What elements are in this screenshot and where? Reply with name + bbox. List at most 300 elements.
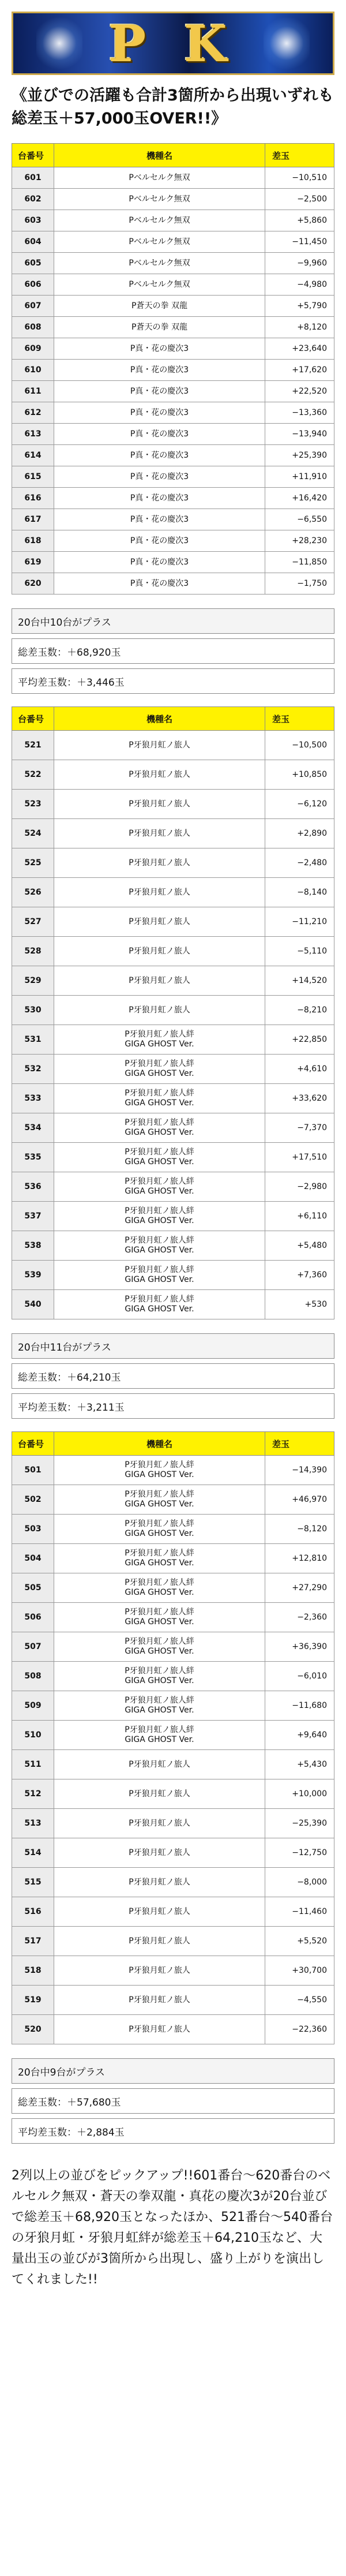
machine-name: [54, 1084, 265, 1113]
table-row: [12, 1055, 334, 1084]
ball-difference: −25,390: [265, 1809, 334, 1838]
summary-average: 平均差玉数：＋2,884玉: [12, 2119, 334, 2144]
machine-name-version: GIGA GHOST Ver.: [125, 1216, 194, 1225]
machine-name: [54, 1202, 265, 1231]
ball-difference: +17,510: [265, 1143, 334, 1172]
machine-name-version: GIGA GHOST Ver.: [125, 1275, 194, 1284]
table-row: [12, 996, 334, 1025]
table-row: [12, 402, 334, 424]
table-row: [12, 1779, 334, 1809]
machine-name: [54, 937, 265, 966]
ball-difference: +5,430: [265, 1750, 334, 1779]
ball-difference: −11,680: [265, 1691, 334, 1721]
summary-501-520: [12, 2058, 334, 2144]
machine-name-line: P真・花の慶次3: [130, 407, 189, 417]
machine-name: [54, 381, 265, 402]
table-row: [12, 296, 334, 317]
summary-601-620: [12, 608, 334, 694]
machine-name: [54, 1025, 265, 1055]
table-row: [12, 381, 334, 402]
machine-name: [54, 274, 265, 296]
machine-name: [54, 760, 265, 790]
machine-name: [54, 1779, 265, 1809]
machine-name-line: P牙狼月虹ノ旅人: [129, 769, 190, 779]
machine-number: 511: [12, 1750, 54, 1779]
machine-name-line: P牙狼月虹ノ旅人: [129, 1818, 190, 1828]
machine-name: [54, 1290, 265, 1319]
table-row: [12, 509, 334, 530]
results-table-521-540: [12, 706, 334, 1319]
machine-name-line: P牙狼月虹ノ旅人: [129, 2024, 190, 2034]
ball-difference: +530: [265, 1290, 334, 1319]
ball-difference: −10,500: [265, 731, 334, 760]
table-row: [12, 848, 334, 878]
table-header-row: [12, 144, 334, 167]
machine-name-line: P牙狼月虹ノ旅人絆: [125, 1578, 194, 1587]
machine-name: [54, 1456, 265, 1485]
header-difference: 差玉: [265, 707, 334, 731]
ball-difference: +2,890: [265, 819, 334, 848]
machine-name: [54, 488, 265, 509]
machine-name-line: P牙狼月虹ノ旅人: [129, 917, 190, 926]
table-row: [12, 573, 334, 595]
machine-number: 533: [12, 1084, 54, 1113]
table-row: [12, 1986, 334, 2015]
summary-plus-count: 20台中9台がプラス: [12, 2059, 334, 2084]
machine-number: 601: [12, 167, 54, 189]
summary-average: 平均差玉数：＋3,211玉: [12, 1394, 334, 1419]
machine-name-version: GIGA GHOST Ver.: [125, 1588, 194, 1597]
machine-number: 501: [12, 1456, 54, 1485]
machine-number: 602: [12, 189, 54, 210]
table-row: [12, 274, 334, 296]
machine-name-version: GIGA GHOST Ver.: [125, 1098, 194, 1108]
ball-difference: +16,420: [265, 488, 334, 509]
machine-name: [54, 1055, 265, 1084]
ball-difference: +12,810: [265, 1544, 334, 1573]
table-row: [12, 338, 334, 360]
machine-name: [54, 1691, 265, 1721]
machine-number: 506: [12, 1603, 54, 1632]
machine-number: 603: [12, 210, 54, 231]
ball-difference: +22,520: [265, 381, 334, 402]
machine-name-line: P真・花の慶次3: [130, 578, 189, 588]
machine-name-line: P牙狼月虹ノ旅人絆: [125, 1147, 194, 1157]
machine-name-line: P牙狼月虹ノ旅人絆: [125, 1030, 194, 1039]
machine-number: 619: [12, 552, 54, 573]
table-row: [12, 1838, 334, 1868]
table-row: [12, 424, 334, 445]
machine-name: [54, 1632, 265, 1662]
machine-name-line: Pベルセルク無双: [129, 173, 190, 182]
machine-name: [54, 189, 265, 210]
machine-name-version: GIGA GHOST Ver.: [125, 1157, 194, 1167]
ball-difference: +10,850: [265, 760, 334, 790]
machine-number: 539: [12, 1261, 54, 1290]
machine-name-line: P真・花の慶次3: [130, 557, 189, 567]
ball-difference: +4,610: [265, 1055, 334, 1084]
machine-name-line: P牙狼月虹ノ旅人絆: [125, 1549, 194, 1558]
ball-difference: −10,510: [265, 167, 334, 189]
machine-number: 521: [12, 731, 54, 760]
machine-name: [54, 253, 265, 274]
machine-name-line: P蒼天の拳 双龍: [131, 301, 187, 311]
ball-difference: −2,980: [265, 1172, 334, 1202]
machine-name: [54, 1603, 265, 1632]
machine-name-line: P真・花の慶次3: [130, 514, 189, 524]
table-row: [12, 1084, 334, 1113]
table-row: [12, 1261, 334, 1290]
ball-difference: −4,550: [265, 1986, 334, 2015]
ball-difference: −11,450: [265, 231, 334, 253]
ball-difference: −14,390: [265, 1456, 334, 1485]
summary-total: 総差玉数：＋68,920玉: [12, 639, 334, 664]
machine-number: 527: [12, 907, 54, 937]
table-row: [12, 907, 334, 937]
header-number: 台番号: [12, 144, 54, 167]
header-difference: 差玉: [265, 1432, 334, 1456]
machine-name-version: GIGA GHOST Ver.: [125, 1246, 194, 1255]
table-header-row: [12, 707, 334, 731]
ball-difference: +5,520: [265, 1927, 334, 1956]
machine-number: 618: [12, 530, 54, 552]
table-row: [12, 1290, 334, 1319]
machine-name: [54, 338, 265, 360]
machine-number: 508: [12, 1662, 54, 1691]
machine-number: 528: [12, 937, 54, 966]
ball-difference: −7,370: [265, 1113, 334, 1143]
machine-name-line: P牙狼月虹ノ旅人絆: [125, 1696, 194, 1705]
summary-plus-count: 20台中10台がプラス: [12, 609, 334, 634]
machine-number: 609: [12, 338, 54, 360]
machine-name-version: GIGA GHOST Ver.: [125, 1500, 194, 1509]
machine-name: [54, 296, 265, 317]
ball-difference: −11,850: [265, 552, 334, 573]
machine-name: [54, 907, 265, 937]
machine-name-version: GIGA GHOST Ver.: [125, 1676, 194, 1685]
machine-number: 616: [12, 488, 54, 509]
ball-difference: −12,750: [265, 1838, 334, 1868]
table-row: [12, 210, 334, 231]
machine-number: 534: [12, 1113, 54, 1143]
machine-name: [54, 819, 265, 848]
table-row: [12, 760, 334, 790]
machine-name: [54, 1956, 265, 1986]
ball-difference: −2,360: [265, 1603, 334, 1632]
table-row: [12, 1632, 334, 1662]
machine-number: 608: [12, 317, 54, 338]
machine-name: [54, 573, 265, 595]
machine-number: 617: [12, 509, 54, 530]
machine-name-line: P真・花の慶次3: [130, 365, 189, 375]
machine-name: [54, 1261, 265, 1290]
machine-name-line: P牙狼月虹ノ旅人絆: [125, 1295, 194, 1304]
machine-name: [54, 790, 265, 819]
machine-name-version: GIGA GHOST Ver.: [125, 1735, 194, 1744]
table-row: [12, 445, 334, 466]
machine-number: 537: [12, 1202, 54, 1231]
machine-name-line: P牙狼月虹ノ旅人絆: [125, 1089, 194, 1098]
machine-name-line: Pベルセルク無双: [129, 258, 190, 268]
ball-difference: +17,620: [265, 360, 334, 381]
machine-name-line: Pベルセルク無双: [129, 194, 190, 204]
machine-number: 503: [12, 1515, 54, 1544]
machine-name-line: P牙狼月虹ノ旅人: [129, 1877, 190, 1887]
machine-number: 532: [12, 1055, 54, 1084]
table-row: [12, 1172, 334, 1202]
machine-name-version: GIGA GHOST Ver.: [125, 1647, 194, 1656]
machine-number: 611: [12, 381, 54, 402]
machine-name: [54, 1143, 265, 1172]
pk-logo: P K: [108, 15, 238, 73]
machine-name-line: P真・花の慶次3: [130, 343, 189, 353]
machine-name-line: Pベルセルク無双: [129, 237, 190, 246]
ball-difference: +28,230: [265, 530, 334, 552]
machine-name-version: GIGA GHOST Ver.: [125, 1187, 194, 1196]
ball-difference: +5,790: [265, 296, 334, 317]
table-row: [12, 1544, 334, 1573]
machine-name: [54, 466, 265, 488]
machine-number: 610: [12, 360, 54, 381]
machine-name-line: P真・花の慶次3: [130, 386, 189, 396]
table-row: [12, 1662, 334, 1691]
ball-difference: +7,360: [265, 1261, 334, 1290]
machine-name-version: GIGA GHOST Ver.: [125, 1706, 194, 1715]
machine-number: 517: [12, 1927, 54, 1956]
machine-number: 516: [12, 1897, 54, 1927]
ball-difference: −9,960: [265, 253, 334, 274]
ball-difference: −2,500: [265, 189, 334, 210]
machine-name-line: P真・花の慶次3: [130, 536, 189, 545]
machine-name: [54, 1897, 265, 1927]
closing-paragraph: 2列以上の並びをピックアップ!!601番台〜620番台のベルセルク無双・蒼天の拳双龍・真花の慶次3が20台並びで総差玉＋68,920玉となったほか、521番台〜540番台の牙狼月虹・牙狼月虹絆が総差玉＋64,210玉など、大量出玉の並びが3箇所から出現し、盛り上がりを演出してくれました!!: [12, 2169, 333, 2287]
machine-name: [54, 878, 265, 907]
summary-total: 総差玉数：＋64,210玉: [12, 1364, 334, 1389]
ball-difference: +23,640: [265, 338, 334, 360]
machine-name: [54, 317, 265, 338]
machine-number: 614: [12, 445, 54, 466]
machine-number: 536: [12, 1172, 54, 1202]
machine-name: [54, 1868, 265, 1897]
ball-difference: +27,290: [265, 1573, 334, 1603]
table-row: [12, 360, 334, 381]
machine-number: 540: [12, 1290, 54, 1319]
machine-number: 606: [12, 274, 54, 296]
ball-difference: −8,210: [265, 996, 334, 1025]
ball-difference: −13,940: [265, 424, 334, 445]
machine-name-line: P牙狼月虹ノ旅人: [129, 1936, 190, 1946]
table-row: [12, 466, 334, 488]
machine-number: 612: [12, 402, 54, 424]
ball-difference: +25,390: [265, 445, 334, 466]
machine-name-line: P牙狼月虹ノ旅人絆: [125, 1206, 194, 1216]
machine-number: 509: [12, 1691, 54, 1721]
table-row: [12, 530, 334, 552]
machine-name-line: P牙狼月虹ノ旅人: [129, 828, 190, 838]
table-row: [12, 731, 334, 760]
table-row: [12, 552, 334, 573]
ball-difference: +5,860: [265, 210, 334, 231]
machine-number: 524: [12, 819, 54, 848]
machine-number: 514: [12, 1838, 54, 1868]
machine-name: [54, 1750, 265, 1779]
table-row: [12, 1025, 334, 1055]
machine-name-version: GIGA GHOST Ver.: [125, 1558, 194, 1568]
ball-difference: −4,980: [265, 274, 334, 296]
table-row: [12, 1573, 334, 1603]
ball-difference: +30,700: [265, 1956, 334, 1986]
ball-difference: −8,120: [265, 1515, 334, 1544]
table-row: [12, 253, 334, 274]
machine-name: [54, 1662, 265, 1691]
machine-name-version: GIGA GHOST Ver.: [125, 1529, 194, 1538]
table-row: [12, 1691, 334, 1721]
machine-name-version: GIGA GHOST Ver.: [125, 1304, 194, 1314]
machine-number: 512: [12, 1779, 54, 1809]
table-row: [12, 966, 334, 996]
machine-name-line: P牙狼月虹ノ旅人: [129, 1759, 190, 1769]
ball-difference: +36,390: [265, 1632, 334, 1662]
machine-number: 529: [12, 966, 54, 996]
machine-name-line: P牙狼月虹ノ旅人: [129, 1789, 190, 1799]
machine-number: 502: [12, 1485, 54, 1515]
summary-plus-count: 20台中11台がプラス: [12, 1334, 334, 1359]
table-row: [12, 878, 334, 907]
machine-name-line: P牙狼月虹ノ旅人絆: [125, 1490, 194, 1499]
ball-difference: +14,520: [265, 966, 334, 996]
machine-name-version: GIGA GHOST Ver.: [125, 1617, 194, 1627]
machine-name: [54, 1172, 265, 1202]
machine-name-line: P真・花の慶次3: [130, 429, 189, 439]
machine-name-line: P真・花の慶次3: [130, 493, 189, 503]
machine-name: [54, 1838, 265, 1868]
ball-difference: +8,120: [265, 317, 334, 338]
ball-difference: −8,000: [265, 1868, 334, 1897]
machine-number: 604: [12, 231, 54, 253]
machine-number: 620: [12, 573, 54, 595]
table-row: [12, 1927, 334, 1956]
table-row: [12, 1485, 334, 1515]
machine-number: 510: [12, 1721, 54, 1750]
machine-name-line: P真・花の慶次3: [130, 450, 189, 460]
machine-name-line: P牙狼月虹ノ旅人: [129, 799, 190, 809]
machine-name-line: P牙狼月虹ノ旅人: [129, 740, 190, 750]
ball-difference: +22,850: [265, 1025, 334, 1055]
machine-number: 526: [12, 878, 54, 907]
machine-name: [54, 402, 265, 424]
table-row: [12, 1456, 334, 1485]
ball-difference: −1,750: [265, 573, 334, 595]
ball-difference: −6,010: [265, 1662, 334, 1691]
machine-name-version: GIGA GHOST Ver.: [125, 1040, 194, 1049]
table-row: [12, 1143, 334, 1172]
ball-difference: +10,000: [265, 1779, 334, 1809]
ball-difference: −22,360: [265, 2015, 334, 2044]
table-row: [12, 231, 334, 253]
machine-name: [54, 1986, 265, 2015]
machine-name: [54, 210, 265, 231]
machine-name: [54, 1809, 265, 1838]
machine-name-line: P牙狼月虹ノ旅人絆: [125, 1725, 194, 1734]
machine-number: 531: [12, 1025, 54, 1055]
summary-521-540: [12, 1333, 334, 1419]
machine-name-line: Pベルセルク無双: [129, 279, 190, 289]
table-row: [12, 1721, 334, 1750]
header-machine: 機種名: [54, 707, 265, 731]
machine-name-line: P牙狼月虹ノ旅人: [129, 946, 190, 956]
machine-name: [54, 445, 265, 466]
machine-name-version: GIGA GHOST Ver.: [125, 1069, 194, 1078]
machine-name: [54, 2015, 265, 2044]
machine-name-line: P牙狼月虹ノ旅人絆: [125, 1460, 194, 1470]
machine-name-line: P蒼天の拳 双龍: [131, 322, 187, 332]
table-row: [12, 937, 334, 966]
machine-name: [54, 731, 265, 760]
ball-difference: −5,110: [265, 937, 334, 966]
machine-name: [54, 167, 265, 189]
ball-difference: +33,620: [265, 1084, 334, 1113]
table-row: [12, 1809, 334, 1838]
table-row: [12, 1868, 334, 1897]
machine-number: 535: [12, 1143, 54, 1172]
ball-difference: +5,480: [265, 1231, 334, 1261]
machine-number: 507: [12, 1632, 54, 1662]
pk-banner: [12, 12, 334, 75]
table-row: [12, 317, 334, 338]
machine-name: [54, 1927, 265, 1956]
machine-name-line: P牙狼月虹ノ旅人: [129, 1906, 190, 1916]
machine-name-line: P牙狼月虹ノ旅人: [129, 975, 190, 985]
machine-name: [54, 530, 265, 552]
machine-name-version: GIGA GHOST Ver.: [125, 1128, 194, 1137]
machine-name-line: P牙狼月虹ノ旅人絆: [125, 1118, 194, 1127]
machine-name: [54, 966, 265, 996]
machine-name: [54, 1721, 265, 1750]
ball-difference: −11,210: [265, 907, 334, 937]
machine-number: 513: [12, 1809, 54, 1838]
table-row: [12, 1603, 334, 1632]
machine-name-line: P牙狼月虹ノ旅人絆: [125, 1236, 194, 1245]
table-row: [12, 1750, 334, 1779]
machine-name-line: P牙狼月虹ノ旅人: [129, 1848, 190, 1857]
machine-name-line: Pベルセルク無双: [129, 215, 190, 225]
machine-name-line: P牙狼月虹ノ旅人絆: [125, 1265, 194, 1274]
machine-name-line: P牙狼月虹ノ旅人絆: [125, 1059, 194, 1068]
table-row: [12, 1231, 334, 1261]
table-row: [12, 1113, 334, 1143]
headline: 《並びでの活躍も合計3箇所から出現いずれも総差玉＋57,000玉OVER!!》: [12, 87, 334, 128]
machine-number: 613: [12, 424, 54, 445]
summary-average: 平均差玉数：＋3,446玉: [12, 669, 334, 694]
table-row: [12, 1515, 334, 1544]
machine-number: 530: [12, 996, 54, 1025]
header-difference: 差玉: [265, 144, 334, 167]
machine-name: [54, 1573, 265, 1603]
machine-name-line: P牙狼月虹ノ旅人: [129, 1005, 190, 1015]
ball-difference: −6,550: [265, 509, 334, 530]
machine-name: [54, 848, 265, 878]
ball-difference: −11,460: [265, 1897, 334, 1927]
ball-difference: +11,910: [265, 466, 334, 488]
header-number: 台番号: [12, 1432, 54, 1456]
table-row: [12, 189, 334, 210]
table-row: [12, 1897, 334, 1927]
results-table-601-620: [12, 143, 334, 595]
table-row: [12, 1956, 334, 1986]
ball-difference: −8,140: [265, 878, 334, 907]
machine-name-line: P牙狼月虹ノ旅人: [129, 887, 190, 897]
table-row: [12, 167, 334, 189]
